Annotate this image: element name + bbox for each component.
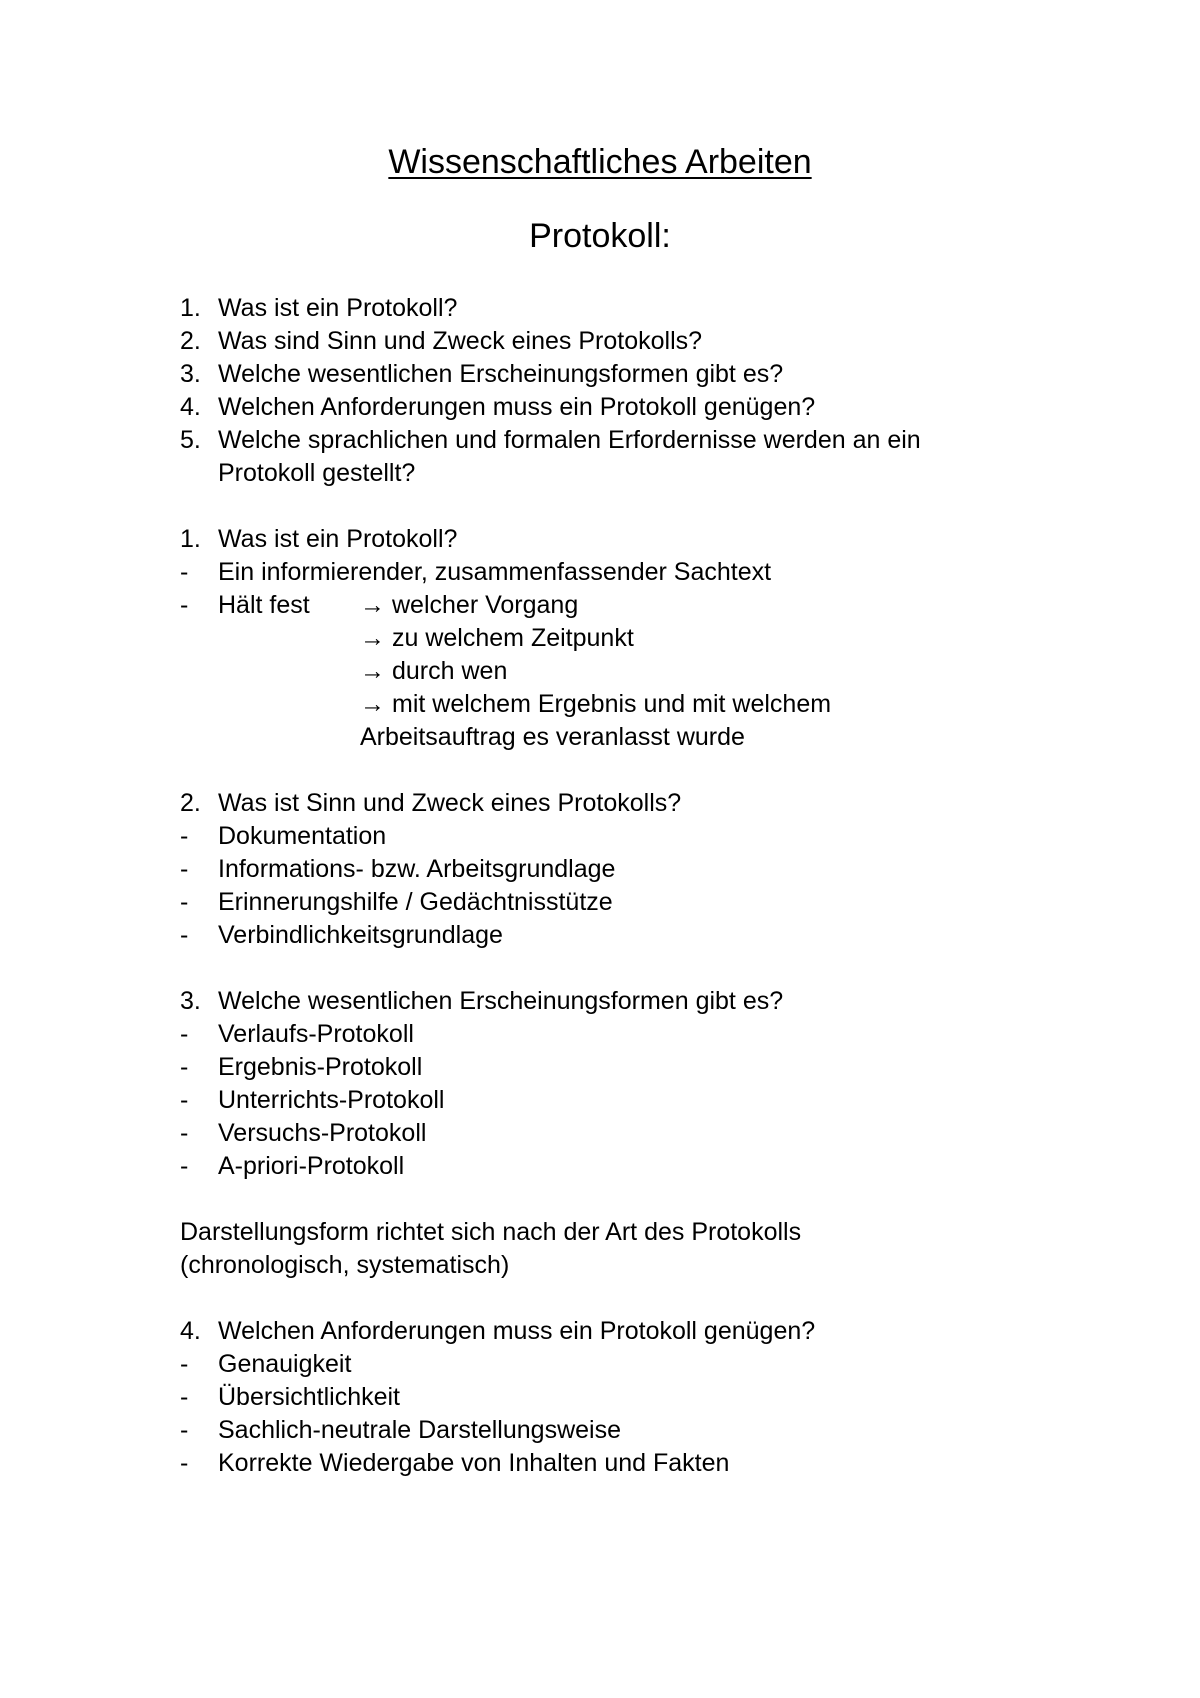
question-item (180, 325, 1080, 358)
document-body (180, 292, 1080, 1480)
list-number: 1. (180, 525, 201, 553)
dash-bullet: - (180, 855, 189, 883)
section-heading-text: Welchen Anforderungen muss ein Protokoll genügen? (218, 1317, 816, 1345)
list-item (180, 1150, 1080, 1183)
section-heading (180, 523, 1080, 556)
list-number: 4. (180, 1317, 201, 1345)
section-heading-text: Welche wesentlichen Erscheinungsformen gibt es? (218, 987, 784, 1015)
question-text: Welche sprachlichen und formalen Erfordernisse werden an ein (218, 426, 921, 454)
list-item-text: Hält fest (218, 591, 310, 619)
list-item-text: Korrekte Wiedergabe von Inhalten und Fakten (218, 1449, 730, 1477)
arrow-right-icon: → (360, 624, 385, 652)
section-heading-text: Was ist Sinn und Zweck eines Protokolls? (218, 789, 682, 817)
arrow-item-text: mit welchem Ergebnis und mit welchem (392, 690, 832, 718)
dash-bullet: - (180, 1350, 189, 1378)
dash-bullet: - (180, 822, 189, 850)
dash-bullet: - (180, 1449, 189, 1477)
arrow-row (180, 655, 1080, 688)
list-item (180, 1381, 1080, 1414)
list-item (180, 1447, 1080, 1480)
note-line: Darstellungsform richtet sich nach der Art des Protokolls (180, 1218, 802, 1246)
list-item (180, 1051, 1080, 1084)
list-item (180, 820, 1080, 853)
list-number: 3. (180, 987, 201, 1015)
question-item (180, 424, 1080, 457)
document-subtitle: Protokoll: (529, 217, 671, 255)
list-number: 2. (180, 789, 201, 817)
list-item-text: Ein informierender, zusammenfassender Sachtext (218, 558, 772, 586)
question-text: Protokoll gestellt? (218, 459, 416, 487)
list-item-text: A-priori-Protokoll (218, 1152, 405, 1180)
list-item (180, 556, 1080, 589)
arrow-item (360, 655, 507, 688)
list-item-text: Verlaufs-Protokoll (218, 1020, 414, 1048)
list-item-text: Erinnerungshilfe / Gedächtnisstütze (218, 888, 613, 916)
question-text: Welche wesentlichen Erscheinungsformen gibt es? (218, 360, 784, 388)
section-heading (180, 985, 1080, 1018)
arrow-row (180, 688, 1080, 721)
note-line: (chronologisch, systematisch) (180, 1251, 510, 1279)
dash-bullet: - (180, 1416, 189, 1444)
list-item-text: Dokumentation (218, 822, 387, 850)
arrow-row-continuation (180, 721, 1080, 754)
list-number: 2. (180, 327, 201, 355)
dash-bullet: - (180, 888, 189, 916)
arrow-row (180, 622, 1080, 655)
arrow-item (360, 688, 831, 721)
list-item (180, 1348, 1080, 1381)
question-item (180, 391, 1080, 424)
arrow-right-icon: → (360, 657, 385, 685)
dash-bullet: - (180, 558, 189, 586)
dash-bullet: - (180, 1020, 189, 1048)
list-item-text: Genauigkeit (218, 1350, 352, 1378)
list-item (180, 1117, 1080, 1150)
section-heading (180, 787, 1080, 820)
dash-bullet: - (180, 1119, 189, 1147)
arrow-right-icon: → (360, 690, 385, 718)
question-text: Was ist ein Protokoll? (218, 294, 458, 322)
question-text: Welchen Anforderungen muss ein Protokoll genügen? (218, 393, 816, 421)
dash-bullet: - (180, 921, 189, 949)
dash-bullet: - (180, 1383, 189, 1411)
list-item (180, 853, 1080, 886)
list-number: 3. (180, 360, 201, 388)
arrow-item-text: welcher Vorgang (392, 591, 579, 619)
arrow-item-text: Arbeitsauftrag es veranlasst wurde (360, 723, 745, 751)
list-item (180, 589, 1080, 622)
list-item-text: Unterrichts-Protokoll (218, 1086, 445, 1114)
list-item (180, 886, 1080, 919)
document-title: Wissenschaftliches Arbeiten (388, 143, 812, 181)
list-item (180, 1414, 1080, 1447)
section-heading-text: Was ist ein Protokoll? (218, 525, 458, 553)
question-text: Was sind Sinn und Zweck eines Protokolls? (218, 327, 703, 355)
question-item (180, 358, 1080, 391)
arrow-right-icon: → (360, 591, 385, 619)
list-item-text: Ergebnis-Protokoll (218, 1053, 423, 1081)
dash-bullet: - (180, 1086, 189, 1114)
list-item-text: Verbindlichkeitsgrundlage (218, 921, 503, 949)
list-number: 5. (180, 426, 201, 454)
list-item-text: Informations- bzw. Arbeitsgrundlage (218, 855, 616, 883)
dash-bullet: - (180, 1152, 189, 1180)
list-item (180, 919, 1080, 952)
arrow-item-text: zu welchem Zeitpunkt (392, 624, 634, 652)
question-item-continuation (180, 457, 1080, 490)
arrow-item-text: durch wen (392, 657, 508, 685)
list-item (180, 1018, 1080, 1051)
list-item (180, 1084, 1080, 1117)
question-item (180, 292, 1080, 325)
arrow-item (360, 622, 634, 655)
arrow-item (360, 589, 578, 622)
list-item-text: Sachlich-neutrale Darstellungsweise (218, 1416, 621, 1444)
list-number: 1. (180, 294, 201, 322)
dash-bullet: - (180, 1053, 189, 1081)
list-number: 4. (180, 393, 201, 421)
dash-bullet: - (180, 591, 189, 619)
section-heading (180, 1315, 1080, 1348)
list-item-text: Übersichtlichkeit (218, 1383, 401, 1411)
list-item-text: Versuchs-Protokoll (218, 1119, 427, 1147)
